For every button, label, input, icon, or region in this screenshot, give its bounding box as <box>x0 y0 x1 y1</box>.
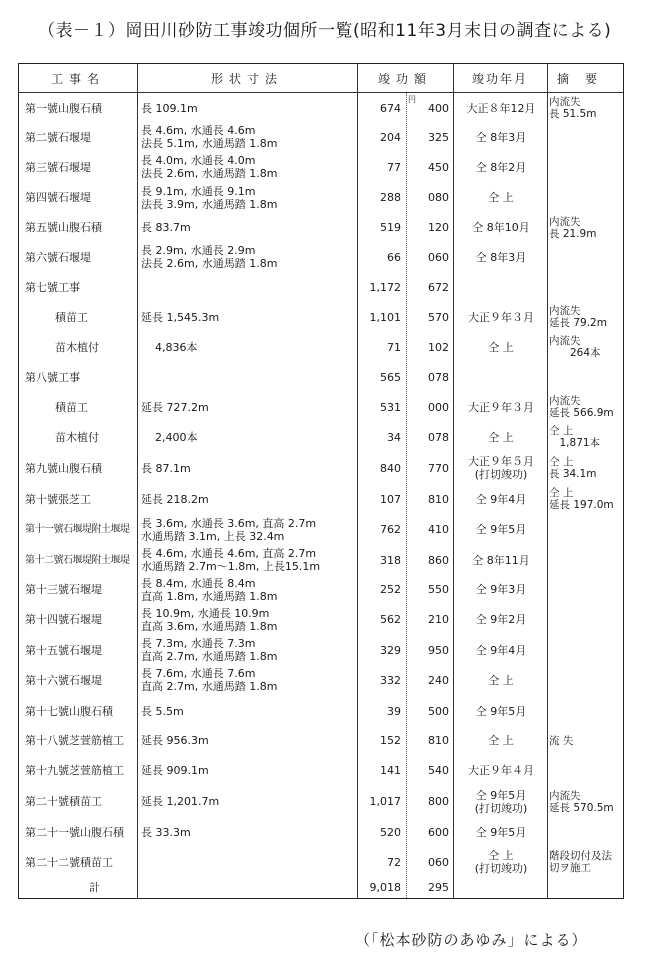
completion-date-cell: 仝 上 <box>488 430 514 444</box>
table-row <box>19 302 623 332</box>
remark-line: 切ヲ施工 <box>549 862 591 874</box>
work-name-cell: 第二十一號山腹石積 <box>25 826 124 839</box>
amount-sen-cell: 950 <box>428 643 449 657</box>
work-name-cell: 第十三號石堰堤 <box>25 583 102 596</box>
remarks-cell <box>549 362 621 392</box>
shape-line: 延長 218.2m <box>141 492 209 506</box>
remarks-cell <box>549 575 621 604</box>
amount-yen-cell: 762 <box>380 523 401 536</box>
completion-date-cell: 大正９年３月 <box>468 310 534 324</box>
amount-yen-cell: 519 <box>380 221 401 234</box>
amount-yen-cell: 252 <box>380 583 401 596</box>
remarks-cell <box>549 665 621 695</box>
remarks-cell <box>549 302 621 332</box>
amount-sen-cell: 295 <box>428 880 449 894</box>
remarks-cell <box>549 152 621 182</box>
table-row <box>19 242 623 272</box>
remarks-cell <box>549 876 621 898</box>
completion-date-cell: 仝 9年5月 <box>475 826 527 839</box>
remark-line: 長 51.5m <box>549 108 597 120</box>
amount-sen-cell: 240 <box>428 673 449 687</box>
amount-yen-cell: 204 <box>380 130 401 144</box>
work-name-cell: 第十七號山腹石積 <box>25 704 113 718</box>
amount-yen-cell: 71 <box>387 340 401 354</box>
completion-date-cell: 仝 9年5月 <box>475 523 527 536</box>
shape-line: 法長 2.6m, 水通馬踏 1.8m <box>141 257 278 270</box>
shape-dimensions-cell <box>141 152 357 182</box>
remark-line: 仝 上 <box>549 425 574 437</box>
remarks-cell <box>549 392 621 422</box>
table-row <box>19 695 623 727</box>
table-row <box>19 635 623 665</box>
header-shape: 形状寸法 <box>210 71 283 86</box>
amount-yen-cell: 1,017 <box>369 795 401 808</box>
amount-yen-cell: 39 <box>387 704 401 718</box>
remarks-cell <box>549 272 621 302</box>
shape-dimensions-cell <box>141 362 357 392</box>
shape-line: 長 2.9m, 水通長 2.9m <box>141 244 256 257</box>
work-name-cell: 第十二號石堰堤附土堰堤 <box>25 554 130 566</box>
table-row <box>19 213 623 242</box>
total-row <box>19 876 623 898</box>
source-note: （「松本砂防のあゆみ」による） <box>355 931 588 949</box>
remarks-cell <box>549 122 621 152</box>
amount-sen-cell: 400 <box>428 101 449 115</box>
completion-date-cell: 大正９年３月 <box>468 400 534 414</box>
shape-line: 長 10.9m, 水通長 10.9m <box>141 606 270 620</box>
shape-line: 延長 727.2m <box>141 400 209 414</box>
table-row <box>19 122 623 152</box>
remarks-cell <box>549 727 621 754</box>
amount-sen-cell: 120 <box>428 221 449 234</box>
shape-dimensions-cell <box>141 94 357 122</box>
shape-line: 直高 2.7m, 水通馬踏 1.8m <box>141 680 278 693</box>
shape-line: 水通馬踏 2.7m～1.8m, 上長15.1m <box>141 560 321 573</box>
table-row <box>19 152 623 182</box>
header-name: 工事名 <box>50 71 105 86</box>
amount-sen-cell: 210 <box>428 613 449 626</box>
amount-yen-cell: 141 <box>380 763 401 777</box>
work-name-cell: 第十九號芝萱筋植工 <box>25 763 124 777</box>
work-name-cell: 第三號石堰堤 <box>25 160 91 174</box>
shape-dimensions-cell <box>141 484 357 514</box>
work-name-cell: 第二十二號積苗工 <box>25 855 113 869</box>
remark-line: 延長 566.9m <box>549 407 614 419</box>
amount-sen-cell: 860 <box>428 553 449 567</box>
shape-line: 延長 1,545.3m <box>141 310 220 324</box>
shape-line: 長 4.6m, 水通長 4.6m <box>141 124 256 137</box>
shape-dimensions-cell <box>141 182 357 213</box>
work-name-cell: 計 <box>89 880 100 894</box>
completion-date-cell: 仝 上 <box>488 734 514 747</box>
work-name-cell: 第二十號積苗工 <box>25 795 102 808</box>
amount-yen-cell: 520 <box>380 826 401 839</box>
remark-line: 内流失 <box>549 789 581 802</box>
table-row <box>19 545 623 575</box>
remarks-cell <box>549 332 621 362</box>
completion-date-cell <box>455 272 547 302</box>
header-date: 竣功年月 <box>471 71 528 86</box>
shape-line: 長 4.0m, 水通長 4.0m <box>141 154 256 167</box>
work-name-cell: 第四號石堰堤 <box>25 191 91 204</box>
remarks-cell <box>549 422 621 452</box>
shape-line: 延長 956.3m <box>141 734 209 747</box>
shape-dimensions-cell <box>141 545 357 575</box>
table-row <box>19 422 623 452</box>
shape-line: 長 7.3m, 水通長 7.3m <box>141 637 256 650</box>
table-row <box>19 332 623 362</box>
work-name-cell: 第九號山腹石積 <box>25 461 102 475</box>
completion-date-cell: 大正８年12月 <box>466 101 536 115</box>
shape-dimensions-cell <box>141 665 357 695</box>
amount-sen-cell: 000 <box>428 400 449 414</box>
yen-unit-label: 円 <box>408 95 416 104</box>
amount-sen-cell: 570 <box>428 310 449 324</box>
amount-sen-cell: 800 <box>428 795 449 808</box>
work-name-cell: 苗木植付 <box>55 430 99 444</box>
remarks-cell <box>549 452 621 484</box>
amount-yen-cell: 34 <box>387 430 401 444</box>
shape-line: 長 87.1m <box>141 461 191 475</box>
shape-dimensions-cell <box>141 754 357 786</box>
amount-sen-cell: 080 <box>428 191 449 204</box>
completion-date-cell: 仝 8年3月 <box>475 130 527 144</box>
amount-sen-cell: 410 <box>428 523 449 536</box>
remarks-cell <box>549 182 621 213</box>
shape-dimensions-cell <box>141 604 357 635</box>
table-row <box>19 817 623 848</box>
remark-line: 長 21.9m <box>549 227 597 240</box>
shape-line: 法長 5.1m, 水通馬踏 1.8m <box>141 137 278 150</box>
table-row <box>19 392 623 422</box>
remarks-cell <box>549 848 621 876</box>
work-name-cell: 第六號石堰堤 <box>25 250 91 264</box>
shape-line: 長 4.6m, 水通長 4.6m, 直高 2.7m <box>141 547 317 560</box>
amount-yen-cell: 1,172 <box>369 280 401 294</box>
amount-sen-cell: 102 <box>428 340 449 354</box>
remark-line: 階段切付及法 <box>549 850 612 862</box>
amount-sen-cell: 500 <box>428 704 449 718</box>
amount-sen-cell: 770 <box>428 461 449 475</box>
completion-date-cell <box>455 876 547 898</box>
remark-line: 内流失 <box>549 96 581 108</box>
amount-sen-cell: 550 <box>428 583 449 596</box>
shape-line: 延長 909.1m <box>141 763 209 777</box>
amount-sen-cell: 060 <box>428 250 449 264</box>
work-name-cell: 第一號山腹石積 <box>25 101 102 115</box>
shape-dimensions-cell <box>141 392 357 422</box>
amount-yen-cell: 288 <box>380 191 401 204</box>
remark-line: 内流失 <box>549 335 581 347</box>
amount-yen-cell: 1,101 <box>369 310 401 324</box>
amount-yen-cell: 329 <box>380 643 401 657</box>
shape-dimensions-cell <box>141 817 357 848</box>
shape-line: 長 8.4m, 水通長 8.4m <box>141 576 256 590</box>
remarks-cell <box>549 545 621 575</box>
amount-yen-cell: 107 <box>380 492 401 506</box>
completion-date-cell <box>455 362 547 392</box>
work-name-cell: 第十一號石堰堤附土堰堤 <box>25 524 130 535</box>
completion-date-cell: 仝 9年3月 <box>475 583 527 596</box>
completion-date-cell: 仝 8年11月 <box>472 553 530 567</box>
table-row <box>19 182 623 213</box>
table-row <box>19 484 623 514</box>
work-name-cell: 第二號石堰堤 <box>25 130 91 144</box>
table-row <box>19 754 623 786</box>
completion-date-cell: 仝 8年10月 <box>472 221 530 234</box>
shape-dimensions-cell <box>141 876 357 898</box>
amount-yen-cell: 565 <box>380 370 401 384</box>
shape-line: 長 9.1m, 水通長 9.1m <box>141 184 256 198</box>
table-row <box>19 786 623 817</box>
shape-line: 直高 1.8m, 水通馬踏 1.8m <box>141 589 278 603</box>
table-row <box>19 727 623 754</box>
amount-sen-cell: 672 <box>428 280 449 294</box>
completion-date-cell: 仝 8年3月 <box>475 250 527 264</box>
amount-yen-cell: 72 <box>387 855 401 869</box>
construction-table <box>18 63 624 899</box>
remark-line: 264本 <box>549 347 601 359</box>
shape-dimensions-cell <box>141 575 357 604</box>
remarks-cell <box>549 817 621 848</box>
work-name-cell: 第十四號石堰堤 <box>25 613 102 626</box>
amount-yen-cell: 318 <box>380 553 401 567</box>
amount-yen-cell: 152 <box>380 734 401 747</box>
shape-dimensions-cell <box>141 514 357 545</box>
remarks-cell <box>549 213 621 242</box>
amount-yen-cell: 674 <box>380 101 401 115</box>
shape-line: 水通馬踏 3.1m, 上長 32.4m <box>141 529 285 543</box>
shape-dimensions-cell <box>141 695 357 727</box>
remark-line: 仝 上 <box>549 487 574 499</box>
work-name-cell: 積苗工 <box>55 400 88 414</box>
header-remarks: 摘要 <box>556 71 613 86</box>
shape-line: 2,400本 <box>155 430 198 444</box>
remarks-cell <box>549 484 621 514</box>
completion-date-cell: 仝 9年2月 <box>475 613 527 626</box>
amount-sen-cell: 600 <box>428 826 449 839</box>
completion-date-cell: 仝 9年5月 <box>475 704 527 718</box>
amount-sen-cell: 540 <box>428 763 449 777</box>
table-row <box>19 94 623 122</box>
table-row <box>19 362 623 392</box>
shape-line: 長 5.5m <box>141 704 184 718</box>
amount-sen-cell: 078 <box>428 430 449 444</box>
shape-dimensions-cell <box>141 122 357 152</box>
work-name-cell: 第八號工事 <box>25 370 80 384</box>
work-name-cell: 苗木植付 <box>55 340 99 354</box>
work-name-cell: 第十五號石堰堤 <box>25 643 102 657</box>
remark-line: 流 失 <box>549 734 574 747</box>
shape-dimensions-cell <box>141 332 357 362</box>
amount-yen-cell: 562 <box>380 613 401 626</box>
remarks-cell <box>549 604 621 635</box>
completion-date-cell: 大正９年５月 (打切竣功) <box>468 455 534 481</box>
completion-date-cell: 仝 上 <box>488 191 514 204</box>
work-name-cell: 第十八號芝萱筋植工 <box>25 734 124 747</box>
remark-line: 内流失 <box>549 395 581 407</box>
shape-line: 法長 2.6m, 水通馬踏 1.8m <box>141 167 278 180</box>
shape-line: 法長 3.9m, 水通馬踏 1.8m <box>141 197 278 211</box>
amount-sen-cell: 078 <box>428 370 449 384</box>
remarks-cell <box>549 635 621 665</box>
shape-line: 直高 2.7m, 水通馬踏 1.8m <box>141 650 278 663</box>
shape-line: 長 83.7m <box>141 221 191 234</box>
shape-dimensions-cell <box>141 242 357 272</box>
shape-line: 長 3.6m, 水通長 3.6m, 直高 2.7m <box>141 516 317 530</box>
remark-line: 長 34.1m <box>549 468 597 480</box>
amount-yen-cell: 531 <box>380 400 401 414</box>
remark-line: 延長 570.5m <box>549 801 614 814</box>
amount-sen-cell: 060 <box>428 855 449 869</box>
completion-date-cell: 仝 8年2月 <box>475 160 527 174</box>
shape-line: 直高 3.6m, 水通馬踏 1.8m <box>141 619 278 633</box>
completion-date-cell: 仝 9年5月 (打切竣功) <box>474 788 528 815</box>
shape-dimensions-cell <box>141 786 357 817</box>
remarks-cell <box>549 94 621 122</box>
shape-dimensions-cell <box>141 213 357 242</box>
table-row <box>19 575 623 604</box>
shape-line: 4,836本 <box>155 340 198 354</box>
remarks-cell <box>549 695 621 727</box>
remark-line: 内流失 <box>549 215 581 228</box>
completion-date-cell: 仝 上 <box>488 340 514 354</box>
amount-sen-cell: 450 <box>428 160 449 174</box>
amount-sen-cell: 325 <box>428 130 449 144</box>
work-name-cell: 積苗工 <box>55 310 88 324</box>
shape-line: 長 33.3m <box>141 826 191 839</box>
shape-dimensions-cell <box>141 452 357 484</box>
work-name-cell: 第十六號石堰堤 <box>25 673 102 687</box>
remark-line: 仝 上 <box>549 456 574 468</box>
shape-dimensions-cell <box>141 635 357 665</box>
amount-yen-cell: 840 <box>380 461 401 475</box>
shape-dimensions-cell <box>141 422 357 452</box>
table-row <box>19 665 623 695</box>
amount-yen-cell: 9,018 <box>369 880 401 894</box>
completion-date-cell: 仝 9年4月 <box>475 643 527 657</box>
shape-dimensions-cell <box>141 848 357 876</box>
amount-yen-cell: 77 <box>387 160 401 174</box>
shape-dimensions-cell <box>141 272 357 302</box>
amount-sen-cell: 810 <box>428 734 449 747</box>
completion-date-cell: 仝 上 <box>488 673 514 687</box>
shape-line: 延長 1,201.7m <box>141 795 220 808</box>
remarks-cell <box>549 514 621 545</box>
remark-line: 延長 197.0m <box>549 499 614 511</box>
header-amount: 竣功額 <box>377 71 432 86</box>
page-title: （表－１）岡田川砂防工事竣功個所一覧(昭和11年3月末日の調査による) <box>38 21 612 41</box>
work-name-cell: 第十號張芝工 <box>25 492 91 506</box>
amount-yen-cell: 66 <box>387 250 401 264</box>
remark-line: 1,871本 <box>549 437 601 449</box>
remark-line: 内流失 <box>549 305 581 317</box>
remark-line: 延長 79.2m <box>549 317 607 329</box>
table-row <box>19 848 623 876</box>
table-row <box>19 604 623 635</box>
table-row <box>19 452 623 484</box>
shape-line: 長 109.1m <box>141 101 198 115</box>
completion-date-cell: 仝 上 (打切竣功) <box>474 849 528 875</box>
work-name-cell: 第五號山腹石積 <box>25 221 102 234</box>
table-row <box>19 514 623 545</box>
completion-date-cell: 大正９年４月 <box>468 763 534 777</box>
shape-line: 長 7.6m, 水通長 7.6m <box>141 667 256 680</box>
remarks-cell <box>549 242 621 272</box>
work-name-cell: 第七號工事 <box>25 280 80 294</box>
remarks-cell <box>549 754 621 786</box>
shape-dimensions-cell <box>141 302 357 332</box>
shape-dimensions-cell <box>141 727 357 754</box>
amount-yen-cell: 332 <box>380 673 401 687</box>
amount-sen-cell: 810 <box>428 492 449 506</box>
remarks-cell <box>549 786 621 817</box>
table-row <box>19 272 623 302</box>
completion-date-cell: 仝 9年4月 <box>475 492 527 506</box>
